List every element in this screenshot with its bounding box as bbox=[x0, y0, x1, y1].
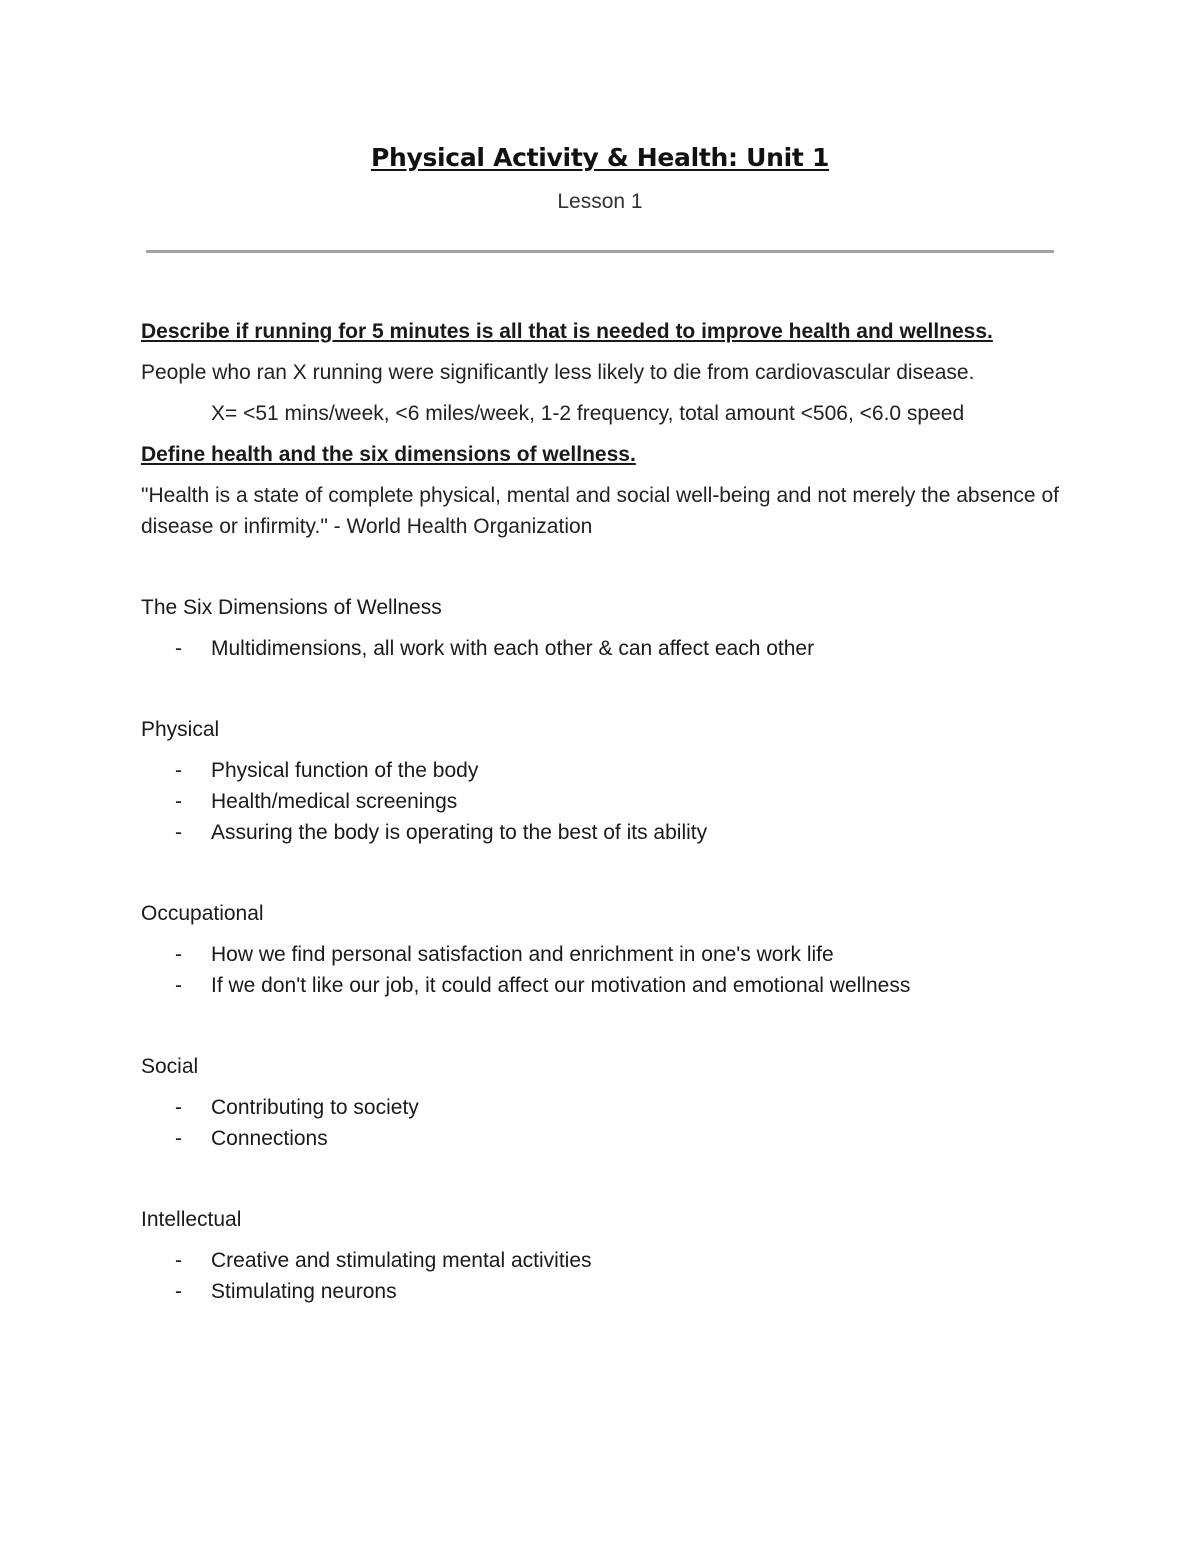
bullet-list bbox=[141, 755, 1071, 848]
dash-bullet: - bbox=[175, 943, 182, 966]
section-heading: Physical bbox=[141, 718, 220, 741]
bullet-list bbox=[141, 633, 1071, 664]
dash-bullet: - bbox=[175, 1249, 182, 1272]
section-occupational bbox=[141, 898, 1071, 1001]
section-heading: The Six Dimensions of Wellness bbox=[141, 596, 442, 619]
list-item bbox=[141, 786, 1071, 817]
section-physical bbox=[141, 714, 1071, 848]
list-item bbox=[141, 1245, 1071, 1276]
list-item bbox=[141, 1092, 1071, 1123]
dash-bullet: - bbox=[175, 1280, 182, 1303]
list-item-text: Health/medical screenings bbox=[211, 790, 458, 813]
dash-bullet: - bbox=[175, 790, 182, 813]
dash-bullet: - bbox=[175, 974, 182, 997]
dash-bullet: - bbox=[175, 759, 182, 782]
section-overview bbox=[141, 592, 1071, 664]
list-item-text: Assuring the body is operating to the best of its ability bbox=[211, 821, 708, 844]
list-item-text: Creative and stimulating mental activities bbox=[211, 1249, 592, 1272]
section-intellectual bbox=[141, 1204, 1071, 1307]
list-item-text: How we find personal satisfaction and enrichment in one's work life bbox=[211, 943, 834, 966]
section-heading: Occupational bbox=[141, 902, 264, 925]
list-item bbox=[141, 633, 1071, 664]
list-item-text: Multidimensions, all work with each other & can affect each other bbox=[211, 637, 815, 660]
bullet-list bbox=[141, 939, 1071, 1001]
list-item bbox=[141, 1276, 1071, 1307]
document-title: Physical Activity & Health: Unit 1 bbox=[370, 143, 830, 172]
bullet-list bbox=[141, 1092, 1071, 1154]
who-quote: "Health is a state of complete physical, mental and social well-being and not merely the absence of disease or infirmity." - World Health Organization bbox=[141, 484, 1059, 538]
answer-1: People who ran X running were significantly less likely to die from cardiovascular disease. bbox=[141, 361, 975, 384]
dash-bullet: - bbox=[175, 637, 182, 660]
list-item bbox=[141, 1123, 1071, 1154]
section-social bbox=[141, 1051, 1071, 1154]
list-item-text: Contributing to society bbox=[211, 1096, 419, 1119]
section-heading: Intellectual bbox=[141, 1208, 242, 1231]
question-1: Describe if running for 5 minutes is all that is needed to improve health and wellness. bbox=[141, 320, 993, 343]
bullet-list bbox=[141, 1245, 1071, 1307]
dash-bullet: - bbox=[175, 1127, 182, 1150]
list-item-text: Physical function of the body bbox=[211, 759, 479, 782]
list-item-text: If we don't like our job, it could affect our motivation and emotional wellness bbox=[211, 974, 911, 997]
question-2: Define health and the six dimensions of wellness. bbox=[141, 443, 636, 466]
document-subtitle: Lesson 1 bbox=[557, 190, 643, 213]
document-body bbox=[141, 316, 1071, 1307]
answer-1-detail: X= <51 mins/week, <6 miles/week, 1-2 frequency, total amount <506, <6.0 speed bbox=[211, 402, 965, 425]
list-item bbox=[141, 939, 1071, 970]
horizontal-rule bbox=[146, 250, 1054, 253]
dash-bullet: - bbox=[175, 1096, 182, 1119]
list-item bbox=[141, 970, 1071, 1001]
dash-bullet: - bbox=[175, 821, 182, 844]
section-heading: Social bbox=[141, 1055, 199, 1078]
list-item-text: Stimulating neurons bbox=[211, 1280, 397, 1303]
list-item-text: Connections bbox=[211, 1127, 328, 1150]
list-item bbox=[141, 755, 1071, 786]
list-item bbox=[141, 817, 1071, 848]
